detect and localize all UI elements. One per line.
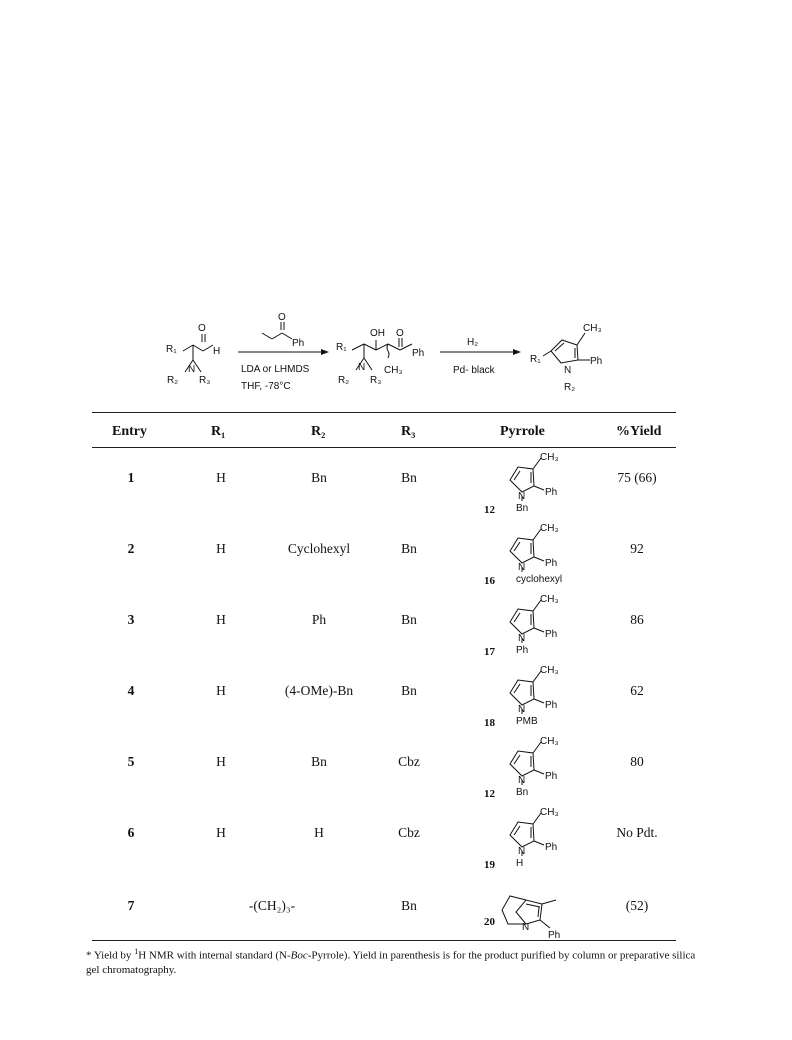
yield-value: 75 (66) <box>617 470 657 485</box>
compound-number: 16 <box>484 575 495 587</box>
pyrrole-ph-label: Ph <box>545 629 558 640</box>
pyrrole-ph-label: Ph <box>545 700 558 711</box>
pyrrole-ph-label: Ph <box>545 842 558 853</box>
product-ch3-label: CH₃ <box>583 323 602 334</box>
r3-value: Cbz <box>398 754 420 769</box>
reagent-ph-label: Ph <box>292 338 305 349</box>
header-r1: R₁ <box>211 424 226 439</box>
r3-value: Cbz <box>398 825 420 840</box>
r2-value: (4-OMe)-Bn <box>284 683 354 698</box>
table-header-rule <box>92 447 676 448</box>
r3-value: Bn <box>401 898 417 913</box>
header-entry: Entry <box>112 424 147 439</box>
yield-value: 80 <box>630 754 644 769</box>
arrow1-reagent-line2: THF, -78°C <box>241 381 291 392</box>
r2-value: Cyclohexyl <box>287 541 351 556</box>
reagent-o-label: O <box>278 312 286 323</box>
pyrrole-n-label: N <box>518 491 526 502</box>
table-top-rule <box>92 412 676 413</box>
product-r2-label: R₂ <box>564 382 576 393</box>
footnote-nmr-sup: 1 <box>134 947 139 956</box>
pyrrole-n-substituent-label: Ph <box>516 645 529 656</box>
footnote-boc: Boc <box>290 949 308 962</box>
scheme-drawing <box>0 0 792 410</box>
pyrrole-n-substituent-label: cyclohexyl <box>516 574 563 585</box>
r2-value: Bn <box>311 470 327 485</box>
arrow2-reagent-above: H₂ <box>467 337 479 348</box>
pyrrole-n-label: N <box>518 704 526 715</box>
pyrrole-ph-label: Ph <box>545 771 558 782</box>
aldol-ph-label: Ph <box>412 348 425 359</box>
yield-value: (52) <box>625 898 649 913</box>
r2-value: -(CH₂)₃- <box>248 898 296 913</box>
r1-value: H <box>216 470 226 485</box>
pyrrole-ph-label: Ph <box>545 558 558 569</box>
header-pyrrole: Pyrrole <box>500 424 545 439</box>
pyrrole-n-label: N <box>522 922 530 933</box>
compound-number: 19 <box>484 859 495 871</box>
table-bottom-rule <box>92 940 676 941</box>
aldehyde-r3-label: R₃ <box>199 375 211 386</box>
entry-number: 1 <box>127 470 135 485</box>
r1-value: H <box>216 612 226 627</box>
pyrrole-structure <box>496 663 606 734</box>
footnote-star: * <box>86 949 92 962</box>
aldol-n-label: N <box>358 362 366 373</box>
pyrrole-n-substituent-label: PMB <box>516 716 538 727</box>
pyrrole-n-substituent-label: Bn <box>516 503 529 514</box>
r3-value: Bn <box>401 612 417 627</box>
pyrrole-structure <box>496 450 606 521</box>
pyrrole-ph-label: Ph <box>545 487 558 498</box>
pyrrole-ch3-label: CH₃ <box>540 594 559 605</box>
entry-number: 6 <box>127 825 135 840</box>
pyrrole-n-label: N <box>518 775 526 786</box>
pyrrole-ch3-label: CH₃ <box>540 736 559 747</box>
pyrrole-n-label: N <box>518 562 526 573</box>
entry-number: 4 <box>127 683 135 698</box>
reaction-scheme <box>0 0 792 410</box>
table-footnote <box>86 945 696 977</box>
footnote-text-a: Yield by <box>91 949 135 962</box>
pyrrole-ch3-label: CH₃ <box>540 665 559 676</box>
aldol-r1-label: R₁ <box>336 342 347 353</box>
r2-value: Bn <box>311 754 327 769</box>
pyrrole-n-label: N <box>518 633 526 644</box>
entry-number: 7 <box>127 898 135 913</box>
yield-value: 92 <box>630 541 644 556</box>
product-n-label: N <box>564 365 572 376</box>
pyrrole-ch3-label: CH₃ <box>540 452 559 463</box>
product-r1-label: R₁ <box>530 354 541 365</box>
compound-number: 17 <box>484 646 495 658</box>
pyrrole-ph-label: Ph <box>548 930 561 941</box>
yield-value: 62 <box>630 683 644 698</box>
entry-number: 3 <box>127 612 135 627</box>
aldehyde-h-label: H <box>213 346 221 357</box>
pyrrole-ch3-label: CH₃ <box>540 523 559 534</box>
aldol-oh-label: OH <box>370 328 385 339</box>
aldehyde-o-label: O <box>198 323 206 334</box>
pyrrole-n-label: N <box>518 846 526 857</box>
r3-value: Bn <box>401 683 417 698</box>
pyrrole-n-substituent-label: H <box>516 858 524 869</box>
product-ph-label: Ph <box>590 356 603 367</box>
compound-number: 20 <box>484 916 495 928</box>
aldehyde-n-label: N <box>188 364 196 375</box>
yield-value: 86 <box>630 612 644 627</box>
arrow2-reagent-below: Pd- black <box>453 365 495 376</box>
aldol-r2-label: R₂ <box>338 375 350 386</box>
r1-value: H <box>216 683 226 698</box>
pyrrole-structure <box>496 805 606 876</box>
aldehyde-r1-label: R₁ <box>166 344 177 355</box>
r1-value: H <box>216 541 226 556</box>
header-r2: R₂ <box>311 424 326 439</box>
arrow1-reagent-line1: LDA or LHMDS <box>241 364 310 375</box>
r3-value: Bn <box>401 541 417 556</box>
entry-number: 2 <box>127 541 135 556</box>
pyrrole-structure <box>496 878 606 949</box>
pyrrole-n-substituent-label: Bn <box>516 787 529 798</box>
r3-value: Bn <box>401 470 417 485</box>
footnote-text-b: H NMR with internal standard (N- <box>138 949 291 962</box>
aldol-ch3-label: CH₃ <box>384 365 403 376</box>
aldehyde-r2-label: R₂ <box>167 375 179 386</box>
compound-number: 18 <box>484 717 495 729</box>
pyrrole-structure <box>496 592 606 663</box>
r2-value: Ph <box>311 612 327 627</box>
pyrrole-structure <box>496 521 606 592</box>
header-r3: R₃ <box>401 424 416 439</box>
pyrrole-ch3-label: CH₃ <box>540 807 559 818</box>
entry-number: 5 <box>127 754 135 769</box>
compound-number: 12 <box>484 788 495 800</box>
r1-value: H <box>216 754 226 769</box>
r2-value: H <box>314 825 324 840</box>
footnote-text-c: -Pyrrole). Yield in parenthesis is for the product purified by column or preparative silica gel chromatography. <box>86 949 696 976</box>
aldol-r3-label: R₃ <box>370 375 382 386</box>
header-yield: %Yield <box>616 424 662 439</box>
r1-value: H <box>216 825 226 840</box>
yield-value: No Pdt. <box>616 825 658 840</box>
aldol-o-label: O <box>396 328 404 339</box>
pyrrole-structure <box>496 734 606 805</box>
compound-number: 12 <box>484 504 495 516</box>
